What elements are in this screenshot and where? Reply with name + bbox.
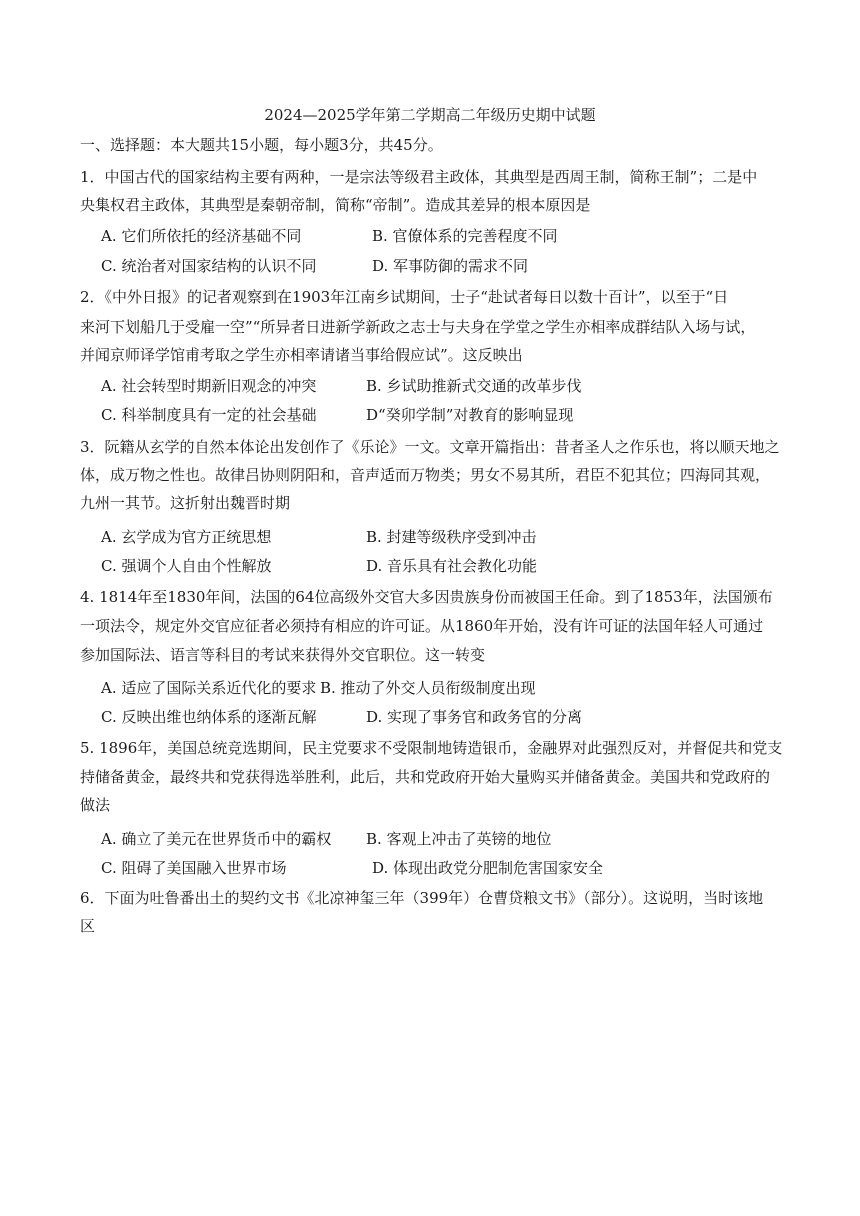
exam-title: 2024—2025学年第二学期高二年级历史期中试题 (264, 106, 596, 124)
q4-stem-line-1: 4. 1814年至1830年间，法国的64位高级外交官大多因贵族身份而被国王任命。到了1853年，法国颁布 (80, 588, 773, 606)
q2-option-a: A. 社会转型时期新旧观念的冲突 (101, 377, 317, 395)
q3-stem-line-3: 九州一其节。这折射出魏晋时期 (80, 494, 291, 512)
q4-stem-line-2: 一项法令，规定外交官应征者必须持有相应的许可证。从1860年开始，没有许可证的法国年轻人可通过 (80, 617, 764, 635)
q2-option-d: D“癸卯学制”对教育的影响显现 (366, 406, 574, 424)
q2-option-c: C. 科举制度具有一定的社会基础 (101, 406, 317, 424)
q4-option-b: B. 推动了外交人员衔级制度出现 (320, 679, 536, 697)
q2-stem-line-3: 并闻京师译学馆甫考取之学生亦相率请诸当事给假应试”。这反映出 (80, 346, 523, 364)
q6-stem-line-1: 6．下面为吐鲁番出土的契约文书《北凉神玺三年（399年）仓曹贷粮文书》（部分）。这说明，当时该地 (80, 889, 764, 907)
q2-option-b: B. 乡试助推新式交通的改革步伐 (366, 377, 582, 395)
section-heading: 一、选择题：本大题共15小题，每小题3分，共45分。 (80, 136, 443, 154)
q5-stem-line-1: 5. 1896年，美国总统竞选期间，民主党要求不受限制地铸造银币，金融界对此强烈反对，并督促共和党支 (80, 739, 783, 757)
q3-option-a: A. 玄学成为官方正统思想 (101, 528, 272, 546)
q1-option-c: C. 统治者对国家结构的认识不同 (101, 257, 317, 275)
q1-option-a: A. 它们所依托的经济基础不同 (101, 227, 302, 245)
q5-stem-line-3: 做法 (80, 796, 111, 814)
q2-stem-line-1: 2．《中外日报》的记者观察到在1903年江南乡试期间，士子“赴试者每日以数十百计”，以至于“日 (80, 288, 729, 306)
q3-stem-line-1: 3．阮籍从玄学的自然本体论出发创作了《乐论》一文。文章开篇指出：昔者圣人之作乐也，将以顺天地之 (80, 438, 780, 456)
q3-option-d: D. 音乐具有社会教化功能 (366, 557, 538, 575)
q4-option-a: A. 适应了国际关系近代化的要求 (101, 679, 317, 697)
q1-stem-line-1: 1．中国古代的国家结构主要有两种，一是宗法等级君主政体，其典型是西周王制，简称王制”；二是中 (80, 168, 758, 186)
q6-stem-line-2: 区 (80, 917, 96, 935)
q4-stem-line-3: 参加国际法、语言等科目的考试来获得外交官职位。这一转变 (80, 646, 486, 664)
q3-option-c: C. 强调个人自由个性解放 (101, 557, 272, 575)
q3-stem-line-2: 体，成万物之性也。故律吕协则阴阳和，音声适而万物类；男女不易其所，君臣不犯其位；四海同其观， (80, 466, 771, 484)
q4-option-d: D. 实现了事务官和政务官的分离 (366, 708, 583, 726)
q1-stem-line-2: 央集权君主政体，其典型是秦朝帝制，简称“帝制”。造成其差异的根本原因是 (80, 196, 591, 214)
q5-option-b: B. 客观上冲击了英镑的地位 (366, 830, 552, 848)
q5-stem-line-2: 持储备黄金，最终共和党获得选举胜利，此后，共和党政府开始大量购买并储备黄金。美国共和党政府的 (80, 768, 771, 786)
q5-option-c: C. 阻碍了美国融入世界市场 (101, 859, 287, 877)
q4-option-c: C. 反映出维也纳体系的逐渐瓦解 (101, 708, 317, 726)
q5-option-d: D. 体现出政党分肥制危害国家安全 (372, 859, 604, 877)
q5-option-a: A. 确立了美元在世界货币中的霸权 (101, 830, 332, 848)
q1-option-d: D. 军事防御的需求不同 (372, 257, 529, 275)
q1-option-b: B. 官僚体系的完善程度不同 (372, 227, 558, 245)
q3-option-b: B. 封建等级秩序受到冲击 (366, 528, 537, 546)
q2-stem-line-2: 来河下划船几于受雇一空”“所异者日进新学新政之志士与夫身在学堂之学生亦相率成群结队入场与试， (80, 318, 756, 336)
